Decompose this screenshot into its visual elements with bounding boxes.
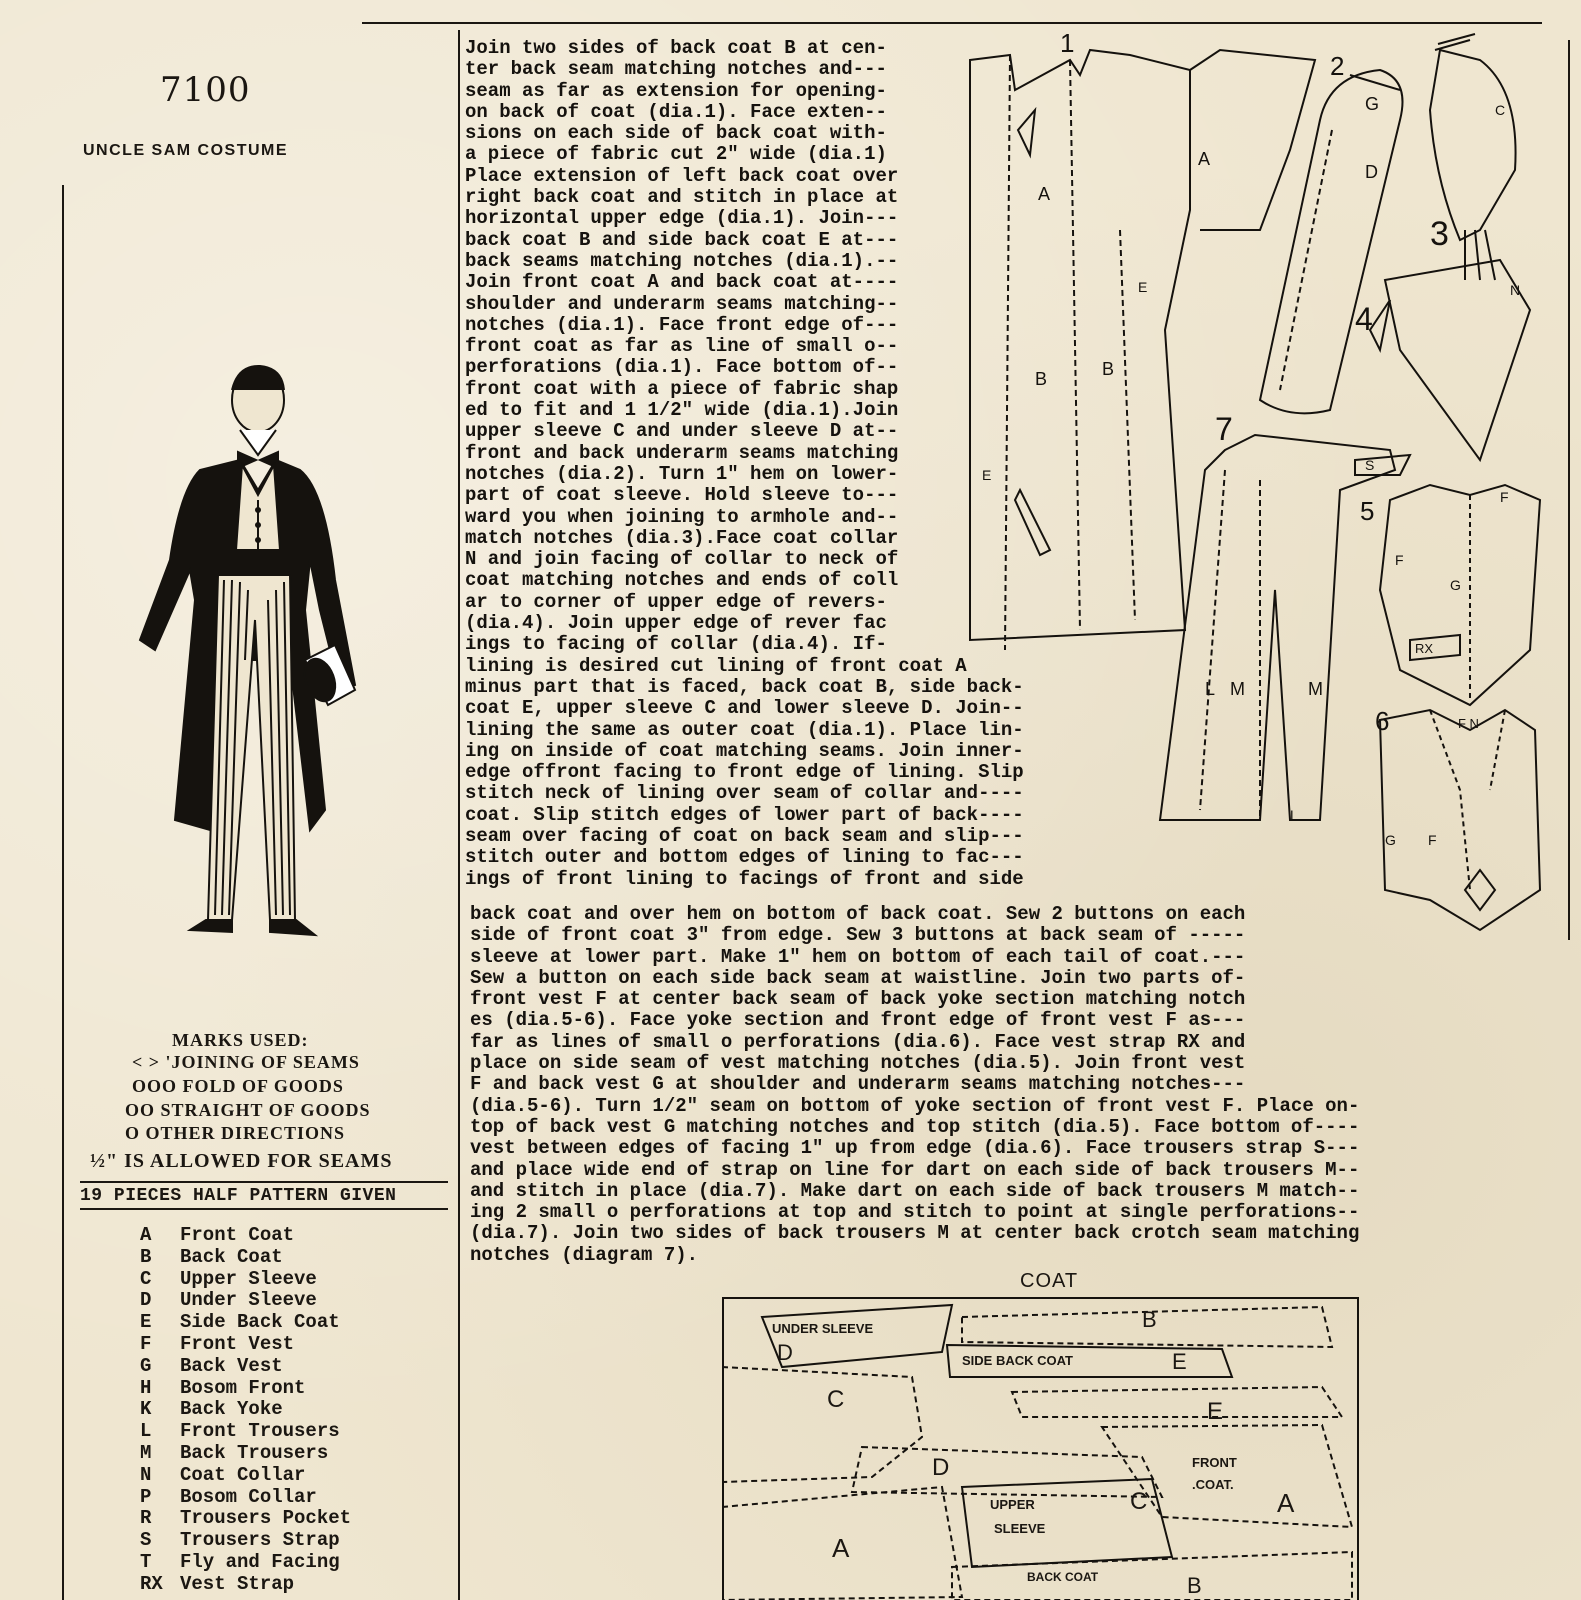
dia2-label-d: D [1365, 162, 1378, 182]
instruction-line: lining is desired cut lining of front coat A [465, 654, 967, 677]
layout-side-back-letter: E [1172, 1349, 1187, 1374]
layout-front-coat: FRONT [1192, 1455, 1237, 1470]
piece-code: G [140, 1354, 152, 1377]
instruction-line: minus part that is faced, back coat B, side back- [465, 675, 1024, 698]
instruction-line: stitch outer and bottom edges of lining to fac--- [465, 846, 1024, 869]
piece-code: P [140, 1485, 152, 1508]
piece-code: D [140, 1289, 152, 1312]
piece-code: M [140, 1441, 152, 1464]
pattern-title: UNCLE SAM COSTUME [83, 142, 289, 159]
cutting-layout-label: COAT [1020, 1270, 1079, 1292]
instruction-line: and stitch in place (dia.7). Make dart on each side of back trousers M match-- [470, 1179, 1360, 1202]
piece-code: C [140, 1267, 152, 1290]
dia1-label-a2: A [1198, 149, 1211, 169]
instruction-line: part of coat sleeve. Hold sleeve to--- [465, 484, 899, 507]
dia6-label-fn: F N [1458, 716, 1479, 731]
dia1-label-b2: B [1102, 359, 1115, 379]
dia7-label-s: S [1365, 457, 1375, 473]
piece-row [140, 1443, 351, 1465]
piece-code: B [140, 1245, 152, 1268]
instruction-line: coat. Slip stitch edges of lower part of back---- [465, 803, 1024, 826]
piece-code: S [140, 1529, 152, 1552]
instruction-line: ings of front lining to facings of front and side [465, 867, 1024, 890]
dia6-label-f: F [1428, 832, 1437, 848]
piece-code: A [140, 1224, 152, 1246]
instruction-line: side of front coat 3" from edge. Sew 3 buttons at back seam of ----- [470, 924, 1246, 947]
marks-heading: MARKS USED: [172, 1030, 309, 1050]
pieces-header-rule-top [80, 1181, 448, 1183]
dia1-label-b: B [1035, 369, 1048, 389]
instruction-line: coat matching notches and ends of coll [465, 569, 899, 592]
piece-name: Under Sleeve [180, 1289, 317, 1312]
instruction-line: es (dia.5-6). Face yoke section and front edge of front vest F as--- [470, 1009, 1246, 1032]
piece-row [140, 1356, 351, 1378]
layout-b-bottom: B [1187, 1573, 1202, 1598]
seam-allowance-note: ½" IS ALLOWED FOR SEAMS [90, 1150, 393, 1172]
piece-name: Front Vest [180, 1332, 295, 1355]
layout-upper-sleeve: UPPER [990, 1497, 1035, 1512]
instruction-line: far as lines of small o perforations (dia.6). Face vest strap RX and [470, 1030, 1246, 1053]
cutting-layout-diagram [722, 1297, 1359, 1600]
piece-code: R [140, 1507, 152, 1530]
pattern-number: 7100 [160, 70, 251, 110]
left-border-rule [62, 185, 64, 1600]
instruction-line: vest between edges of facing 1" up from edge (dia.6). Face trousers strap S--- [470, 1137, 1360, 1160]
instruction-line: ward you when joining to armhole and-- [465, 505, 899, 528]
layout-under-sleeve-letter: D [777, 1340, 793, 1365]
piece-name: Coat Collar [180, 1463, 306, 1486]
piece-name: Back Yoke [180, 1398, 283, 1421]
instruction-line: (dia.5-6). Turn 1/2" seam on bottom of yoke section of front vest F. Place on- [470, 1094, 1360, 1117]
piece-row [140, 1574, 351, 1596]
dia2-label-g: G [1365, 94, 1380, 114]
diagram-number-3: 3 [1430, 215, 1449, 253]
instruction-line: back coat and over hem on bottom of back coat. Sew 2 buttons on each [470, 903, 1246, 925]
instruction-line: front coat as far as line of small o-- [465, 335, 899, 358]
instruction-line: shoulder and underarm seams matching-- [465, 292, 899, 315]
instruction-line: edge offront facing to front edge of lining. Slip [465, 761, 1024, 784]
pieces-header-rule-bottom [80, 1208, 448, 1210]
layout-side-back-coat: SIDE BACK COAT [962, 1353, 1073, 1368]
piece-name: Bosom Front [180, 1376, 306, 1399]
piece-code: T [140, 1550, 152, 1573]
dia7-label-l2: L [1290, 807, 1298, 823]
construction-diagrams [960, 30, 1570, 950]
dia5-label-f: F [1395, 552, 1404, 568]
piece-row [140, 1508, 351, 1530]
diagram-number-5: 5 [1360, 496, 1375, 526]
instruction-line: Join front coat A and back coat at---- [465, 271, 899, 294]
dia1-label-e: E [1138, 279, 1148, 295]
layout-d-mid: D [932, 1454, 950, 1481]
piece-row [140, 1225, 351, 1247]
instruction-line: Place extension of left back coat over [465, 164, 899, 187]
layout-b-top: B [1142, 1307, 1157, 1332]
layout-upper-sleeve-2: SLEEVE [994, 1521, 1046, 1536]
instruction-line: ings to facing of collar (dia.4). If- [465, 633, 887, 656]
piece-code: RX [140, 1572, 163, 1595]
dia7-label-m: M [1230, 679, 1245, 699]
mark-joining-of-seams: < > 'JOINING OF SEAMS [132, 1052, 360, 1072]
piece-row [140, 1399, 351, 1421]
dia7-label-l: L [1205, 679, 1216, 699]
layout-front-coat-2: .COAT. [1192, 1477, 1234, 1492]
instruction-line: front and back underarm seams matching [465, 441, 899, 464]
instruction-line: notches (dia.1). Face front edge of--- [465, 313, 899, 336]
instruction-line: seam as far as extension for opening- [465, 79, 887, 102]
piece-row [140, 1378, 351, 1400]
dia1-label-a: A [1038, 184, 1051, 204]
dia6-label-g: G [1385, 832, 1396, 848]
mark-other-directions: O OTHER DIRECTIONS [125, 1123, 346, 1143]
piece-row [140, 1290, 351, 1312]
instruction-line: ed to fit and 1 1/2" wide (dia.1).Join [465, 399, 899, 422]
instruction-line: coat E, upper sleeve C and lower sleeve D. Join-- [465, 697, 1024, 720]
instruction-line: ter back seam matching notches and--- [465, 58, 887, 81]
piece-row [140, 1269, 351, 1291]
instruction-line: N and join facing of collar to neck of [465, 548, 899, 571]
uncle-sam-figure-illustration [120, 360, 380, 960]
instruction-line: front coat with a piece of fabric shap [465, 377, 899, 400]
piece-name: Bosom Collar [180, 1485, 317, 1508]
mark-straight-of-goods: OO STRAIGHT OF GOODS [125, 1100, 371, 1120]
pieces-list [140, 1225, 351, 1596]
instruction-line: lining the same as outer coat (dia.1). Place lin- [465, 718, 1024, 741]
piece-code: H [140, 1376, 152, 1399]
piece-name: Side Back Coat [180, 1311, 340, 1334]
instruction-line: Join two sides of back coat B at cen- [465, 37, 887, 59]
piece-code: K [140, 1398, 152, 1421]
piece-row [140, 1247, 351, 1269]
instruction-line: back coat B and side back coat E at--- [465, 228, 899, 251]
piece-name: Front Trousers [180, 1420, 340, 1443]
layout-c-left: C [827, 1386, 845, 1413]
dia1-label-e2: E [982, 467, 992, 483]
instruction-line: upper sleeve C and under sleeve D at-- [465, 420, 899, 443]
diagram-number-6: 6 [1375, 706, 1390, 736]
instruction-line: top of back vest G matching notches and top stitch (dia.5). Face bottom of---- [470, 1115, 1360, 1138]
dia5-label-g: G [1450, 577, 1461, 593]
instruction-line: ing on inside of coat matching seams. Join inner- [465, 739, 1024, 762]
instruction-line: stitch neck of lining over seam of collar and---- [465, 782, 1024, 805]
instruction-line: on back of coat (dia.1). Face exten-- [465, 100, 887, 123]
piece-row [140, 1487, 351, 1509]
piece-code: L [140, 1420, 152, 1443]
instruction-line: ar to corner of upper edge of revers- [465, 590, 887, 613]
piece-row [140, 1421, 351, 1443]
instruction-line: right back coat and stitch in place at [465, 186, 899, 209]
instruction-line: notches (diagram 7). [470, 1243, 699, 1266]
instruction-line: match notches (dia.3).Face coat collar [465, 526, 899, 549]
layout-under-sleeve: UNDER SLEEVE [772, 1321, 874, 1336]
instruction-line: notches (dia.2). Turn 1" hem on lower- [465, 462, 899, 485]
piece-name: Vest Strap [180, 1572, 295, 1595]
dia5-label-rx: RX [1415, 641, 1434, 656]
instruction-line: ing 2 small o perforations at top and stitch to point at single perforations-- [470, 1201, 1360, 1224]
instruction-line: sions on each side of back coat with- [465, 122, 887, 145]
instruction-line: seam over facing of coat on back seam and slip--- [465, 824, 1024, 847]
instruction-line: place on side seam of vest matching notches (dia.5). Join front vest [470, 1052, 1246, 1075]
piece-name: Fly and Facing [180, 1550, 340, 1573]
instruction-line: a piece of fabric cut 2" wide (dia.1) [465, 143, 887, 166]
layout-e-mid: E [1207, 1398, 1224, 1425]
layout-back-coat: BACK COAT [1027, 1570, 1099, 1584]
instruction-line: back seams matching notches (dia.1).-- [465, 249, 899, 272]
piece-name: Trousers Strap [180, 1529, 340, 1552]
piece-name: Back Coat [180, 1245, 283, 1268]
layout-a-right: A [1277, 1488, 1295, 1518]
piece-name: Back Vest [180, 1354, 283, 1377]
piece-row [140, 1465, 351, 1487]
instruction-line: F and back vest G at shoulder and underarm seams matching notches--- [470, 1073, 1246, 1096]
pieces-header: 19 PIECES HALF PATTERN GIVEN [80, 1186, 397, 1206]
instruction-line: perforations (dia.1). Face bottom of-- [465, 356, 899, 379]
piece-code: E [140, 1311, 152, 1334]
piece-code: N [140, 1463, 152, 1486]
instruction-line: Sew a button on each side back seam at waistline. Join two parts of- [470, 966, 1246, 989]
dia4-label-n: N [1510, 282, 1521, 298]
piece-name: Upper Sleeve [180, 1267, 317, 1290]
diagram-number-7: 7 [1215, 411, 1233, 447]
piece-row [140, 1334, 351, 1356]
instruction-line: and place wide end of strap on line for dart on each side of back trousers M-- [470, 1158, 1360, 1181]
instruction-line: front vest F at center back seam of back yoke section matching notch [470, 988, 1246, 1011]
layout-c-mid: C [1130, 1488, 1148, 1515]
layout-a-left: A [832, 1533, 850, 1563]
dia5-label-f2: F [1500, 489, 1509, 505]
top-rule [362, 22, 1542, 24]
instruction-line: horizontal upper edge (dia.1). Join--- [465, 207, 899, 230]
dia3-label-c: C [1495, 102, 1506, 118]
piece-row [140, 1312, 351, 1334]
piece-row [140, 1530, 351, 1552]
instruction-line: sleeve at lower part. Make 1" hem on bottom of each tail of coat.--- [470, 945, 1246, 968]
left-column-divider [458, 30, 460, 1600]
instructions-wide-text [470, 904, 1359, 1266]
dia7-label-m2: M [1308, 679, 1323, 699]
mark-fold-of-goods: OOO FOLD OF GOODS [132, 1076, 344, 1096]
piece-name: Front Coat [180, 1224, 295, 1246]
instruction-line: (dia.7). Join two sides of back trousers M at center back crotch seam matching [470, 1222, 1360, 1245]
instruction-line: (dia.4). Join upper edge of rever fac [465, 612, 887, 635]
piece-row [140, 1552, 351, 1574]
piece-name: Back Trousers [180, 1441, 329, 1464]
diagram-number-2: 2 [1330, 51, 1345, 81]
diagram-number-1: 1 [1060, 30, 1075, 58]
instructions-column-text [465, 38, 1024, 890]
piece-code: F [140, 1332, 152, 1355]
piece-name: Trousers Pocket [180, 1507, 352, 1530]
diagram-number-4: 4 [1355, 301, 1373, 337]
